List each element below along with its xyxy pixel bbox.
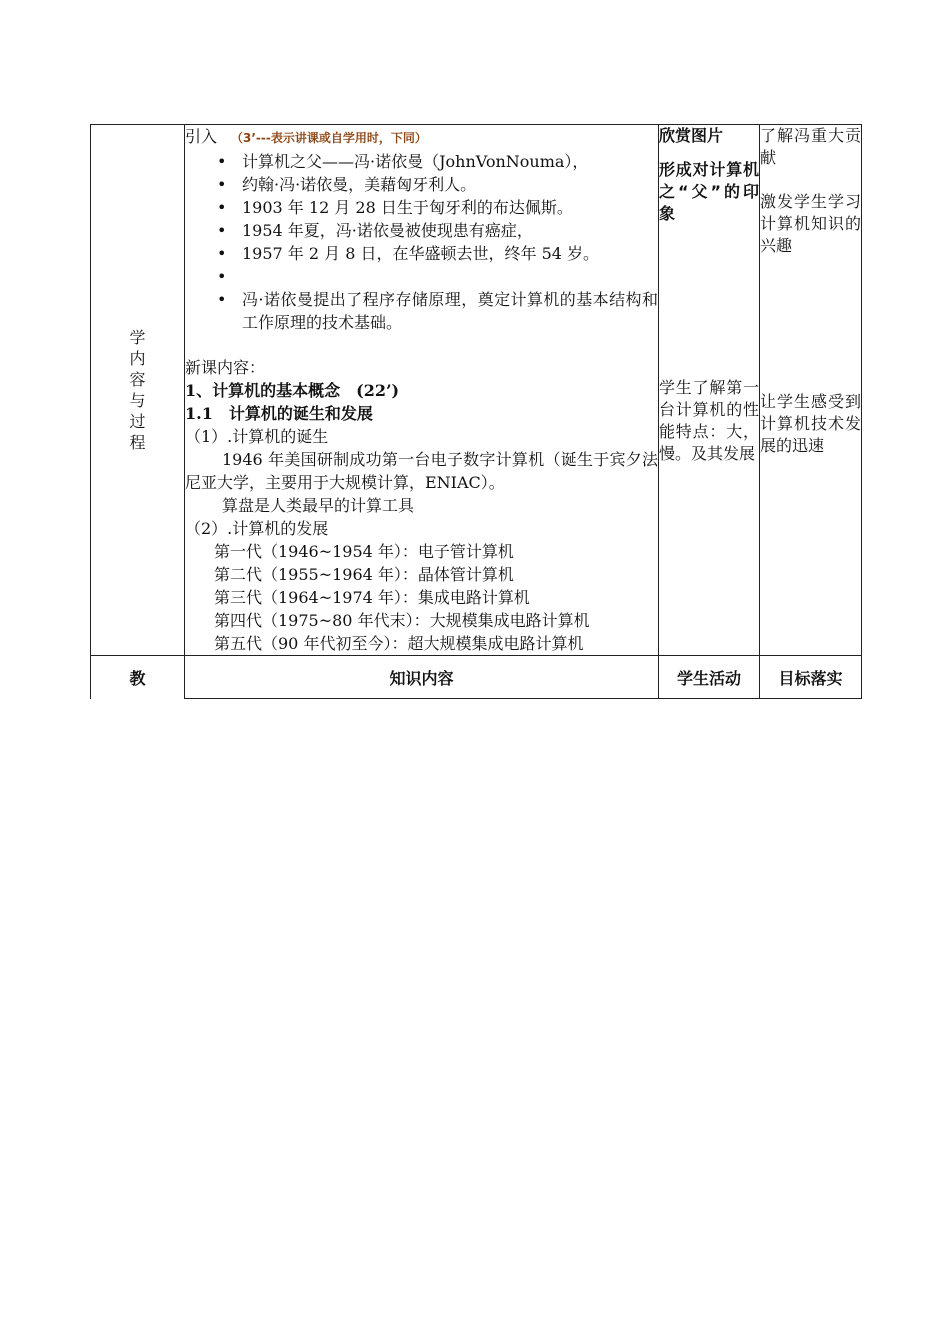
list-item: • 1957 年 2 月 8 日，在华盛顿去世，终年 54 岁。 <box>217 244 600 263</box>
goal-line: 激发学生学习计算机知识的兴趣 <box>760 192 861 255</box>
header-cell-activity: 学生活动 <box>659 656 760 699</box>
activity-line: 形成对计算机之“父”的印象 <box>659 160 759 223</box>
activity-block: 学生了解第一台计算机的性能特点：大，慢。及其发展 <box>659 378 759 463</box>
bullet-icon: • <box>217 175 227 194</box>
activity-line: 欣赏图片 <box>659 126 724 145</box>
lesson-plan-table <box>90 124 862 699</box>
header-cell-goal: 目标落实 <box>760 656 862 699</box>
development-heading: （2）.计算机的发展 <box>185 519 329 538</box>
bullet-icon: • <box>217 198 227 217</box>
goal-cell <box>760 125 862 656</box>
list-item <box>217 265 658 288</box>
generation-line: 第一代（1946~1954 年）：电子管计算机 <box>214 542 514 561</box>
bullet-icon: • <box>217 244 227 263</box>
knowledge-content-cell <box>185 125 659 656</box>
section-heading: 1、计算机的基本概念 (22’) <box>185 381 400 400</box>
list-item: • 1903 年 12 月 28 日生于匈牙利的布达佩斯。 <box>217 198 573 217</box>
header-cell-knowledge: 知识内容 <box>185 656 659 699</box>
goal-line: 了解冯重大贡献 <box>760 126 861 167</box>
list-item: • 约翰·冯·诺依曼，美藉匈牙利人。 <box>217 175 477 194</box>
side-label: 学内容与过程 <box>129 328 146 452</box>
teaching-process-row <box>91 125 862 656</box>
bullet-icon: • <box>217 290 227 309</box>
birth-paragraph: 1946 年美国研制成功第一台电子数字计算机（诞生于宾夕法尼亚大学，主要用于大规模计算，ENIAC）。 <box>185 450 658 492</box>
header-cell-teaching: 教 <box>91 656 185 699</box>
intro-title: 引入 <box>185 127 218 146</box>
generation-line: 第四代（1975~80 年代末）：大规模集成电路计算机 <box>214 611 590 630</box>
bullet-icon: • <box>217 267 227 286</box>
list-item: • 冯·诺依曼提出了程序存储原理，奠定计算机的基本结构和工作原理的技术基础。 <box>217 290 658 332</box>
abacus-line: 算盘是人类最早的计算工具 <box>222 496 415 515</box>
header-row <box>91 656 862 699</box>
goal-block: 让学生感受到计算机技术发展的迅速 <box>760 392 861 455</box>
list-item: • 计算机之父——冯·诺依曼（JohnVonNouma）， <box>217 152 589 171</box>
generation-line: 第二代（1955~1964 年）：晶体管计算机 <box>214 565 514 584</box>
new-content-label: 新课内容： <box>185 358 266 377</box>
bullet-icon: • <box>217 152 227 171</box>
intro-line <box>185 125 658 150</box>
list-item: • 1954 年夏，冯·诺依曼被使现患有癌症， <box>217 221 533 240</box>
generation-line: 第三代（1964~1974 年）：集成电路计算机 <box>214 588 530 607</box>
student-activity-cell <box>659 125 760 656</box>
birth-heading: （1）.计算机的诞生 <box>185 427 329 446</box>
side-label-cell <box>91 125 185 656</box>
time-note: （3’---表示讲课或自学用时，下同） <box>231 131 427 145</box>
subsection-heading: 1.1 计算机的诞生和发展 <box>185 404 373 423</box>
bullet-icon: • <box>217 221 227 240</box>
intro-bullet-list <box>185 150 658 334</box>
generation-line: 第五代（90 年代初至今）：超大规模集成电路计算机 <box>214 634 584 653</box>
